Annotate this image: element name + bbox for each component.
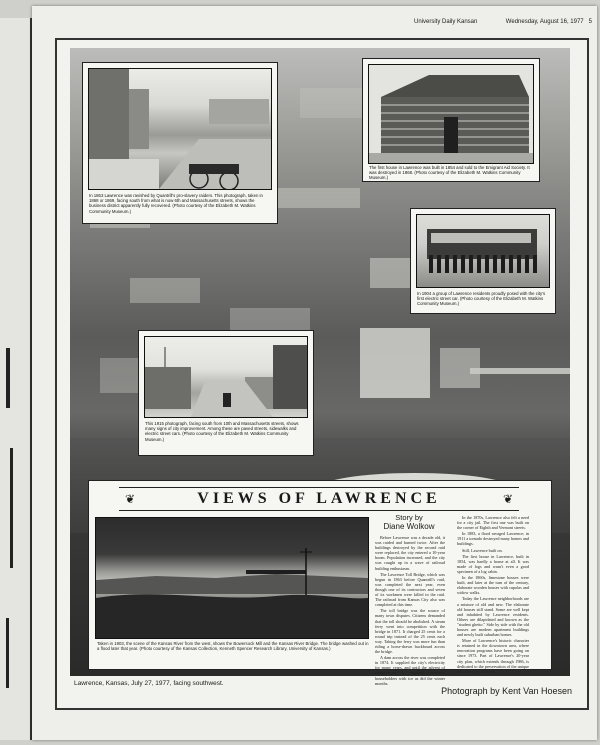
story-paragraph: In 1883, a flood ravaged Lawrence; in 1911 a tornado destroyed many homes and buildings. bbox=[457, 531, 529, 547]
adjacent-page-marking bbox=[10, 448, 13, 568]
inset-caption: This 1915 photograph, facing south from 10th and Massachusetts streets, shows many signs of city improvement. Among these are paved streets, sidewalks and electric street cars. (Photo courtesy of the Elizabeth M. Watkins Community Museum.) bbox=[145, 421, 299, 442]
adjacent-page-marking bbox=[6, 618, 9, 688]
page-number: 5 bbox=[588, 19, 592, 25]
story-paragraph: The toll bridge was the source of many town disputes. Citizens demanded that the toll should be abolished. A steam ferry went into competition with the bridge in 1871. It charged 25 cents for a round trip instead of the 25 cents each way. Taking the ferry was more fun than riding a horse-drawn buckboard across the bridge. bbox=[375, 608, 445, 655]
byline-author: Diane Wolkow bbox=[383, 522, 435, 531]
ornament-left-icon: ❦ bbox=[125, 492, 136, 506]
story-paragraph: The Lawrence Toll Bridge, which was begun in 1863 before Quantrill's raid, was completed the next year, even though one of its contractors and seven of its workmen were killed in the raid. The railroad from Kansas City also was completed at this time. bbox=[375, 571, 445, 608]
story-banner bbox=[119, 487, 519, 511]
story-paragraph: More of Lawrence's historic character is retained in the downtown area, where renovation programs have been going on since 1973. Part of Lawrence's 20-year city plan, which extends through 1986, is dedicated to the preservation of the unique character of Lawrence. bbox=[457, 638, 529, 674]
inset-photo-street-car bbox=[410, 208, 556, 314]
inset-photo-1868-street bbox=[82, 62, 278, 224]
issue-date: Wednesday, August 16, 1977 5 bbox=[505, 19, 592, 25]
street-1915-image bbox=[144, 336, 308, 418]
page-header bbox=[42, 18, 592, 30]
story-title: VIEWS OF LAWRENCE bbox=[197, 490, 441, 507]
inset-caption: The first house in Lawrence was built in 1854 and sold to the Emigrant Aid Society. It was destroyed in 1868. (Photo courtesy of the Elizabeth M. Watkins Community Museum.) bbox=[369, 165, 530, 181]
river-1903-photo bbox=[95, 517, 369, 639]
adjacent-page-edge bbox=[0, 18, 32, 740]
story-paragraph: Today the Lawrence neighborhoods are a mixture of old and new. The elaborate old houses still stand. Some are well kept and inhabited by Lawrence residents. Others are dilapidated and known as the "student ghetto." Side by side with the old houses are modern apartment buildings and newly built suburban homes. bbox=[457, 596, 529, 638]
story-paragraph: The first house in Lawrence, built in 1854, was hardly a house at all. It was made of logs and wasn't even a good specimen of a log cabin. bbox=[457, 553, 529, 574]
story-column-1 bbox=[375, 535, 445, 686]
river-bridge bbox=[470, 368, 570, 374]
street-car-image bbox=[416, 214, 550, 288]
inset-caption: In 1904 a group of Lawrence residents proudly posed with the city's first electric street car. (Photo courtesy of the Elizabeth M. Watkins Community Museum.) bbox=[417, 291, 546, 307]
street-1868-image bbox=[88, 68, 272, 190]
story-paragraph: A dam across the river was completed in 1874. It supplied the city's electricity for many years, and until the advent of refrigeration, it supplied Lawrence householders with ice as did the winter months. bbox=[375, 655, 445, 686]
masthead: University Daily Kansan bbox=[414, 19, 478, 25]
photographer-credit: Photograph by Kent Van Hoesen bbox=[441, 686, 572, 696]
byline bbox=[375, 513, 443, 531]
adjacent-page-marking bbox=[6, 348, 10, 408]
inset-caption: In 1863 Lawrence was ravished by Quantrill's pro-slavery raiders. This photograph, taken in 1868 or 1869, facing south from what is now 6th and Massachusetts streets, shows the business district apparently fully recovered. (Photo courtesy of the Elizabeth M. Watkins Community Museum.) bbox=[89, 193, 263, 214]
story-paragraph: Still, Lawrence built on. bbox=[462, 547, 503, 553]
byline-label: Story by bbox=[395, 513, 423, 522]
story-paragraph: In the 1860s, limestone houses were built, and later at the turn of the century, elaborate wooden houses with cupolas and widow walks. bbox=[457, 575, 529, 596]
aerial-photo-credit: Lawrence, Kansas, July 27, 1977, facing southwest. bbox=[74, 680, 224, 687]
story-paragraph: In the 1870s, Lawrence also felt a need for a city jail. The first one was built on the corner of Eighth and Vermont streets. bbox=[457, 515, 529, 531]
ornament-right-icon: ❦ bbox=[502, 492, 513, 506]
inset-photo-log-house bbox=[362, 58, 540, 182]
story-paragraph: Before Lawrence was a decade old, it was raided and burned twice. After the buildings destroyed by the second raid were replaced, the city entered a 10-year boom. Population increased, and the city was caught up in a wave of railroad building enthusiasm. bbox=[375, 535, 445, 571]
inset-photo-1915-street bbox=[138, 330, 314, 456]
log-house-image bbox=[368, 64, 534, 164]
river-photo-caption: Taken in 1903, the scene of the Kansas River from the west, shows the Bowersock Mill and the Kansas River Bridge. The bridge washed out in a flood later that year. (Photo courtesy of the Kansas Collection, Kenneth Spencer Research Library, University of Kansas.) bbox=[97, 641, 369, 652]
story-column-2 bbox=[457, 515, 529, 674]
